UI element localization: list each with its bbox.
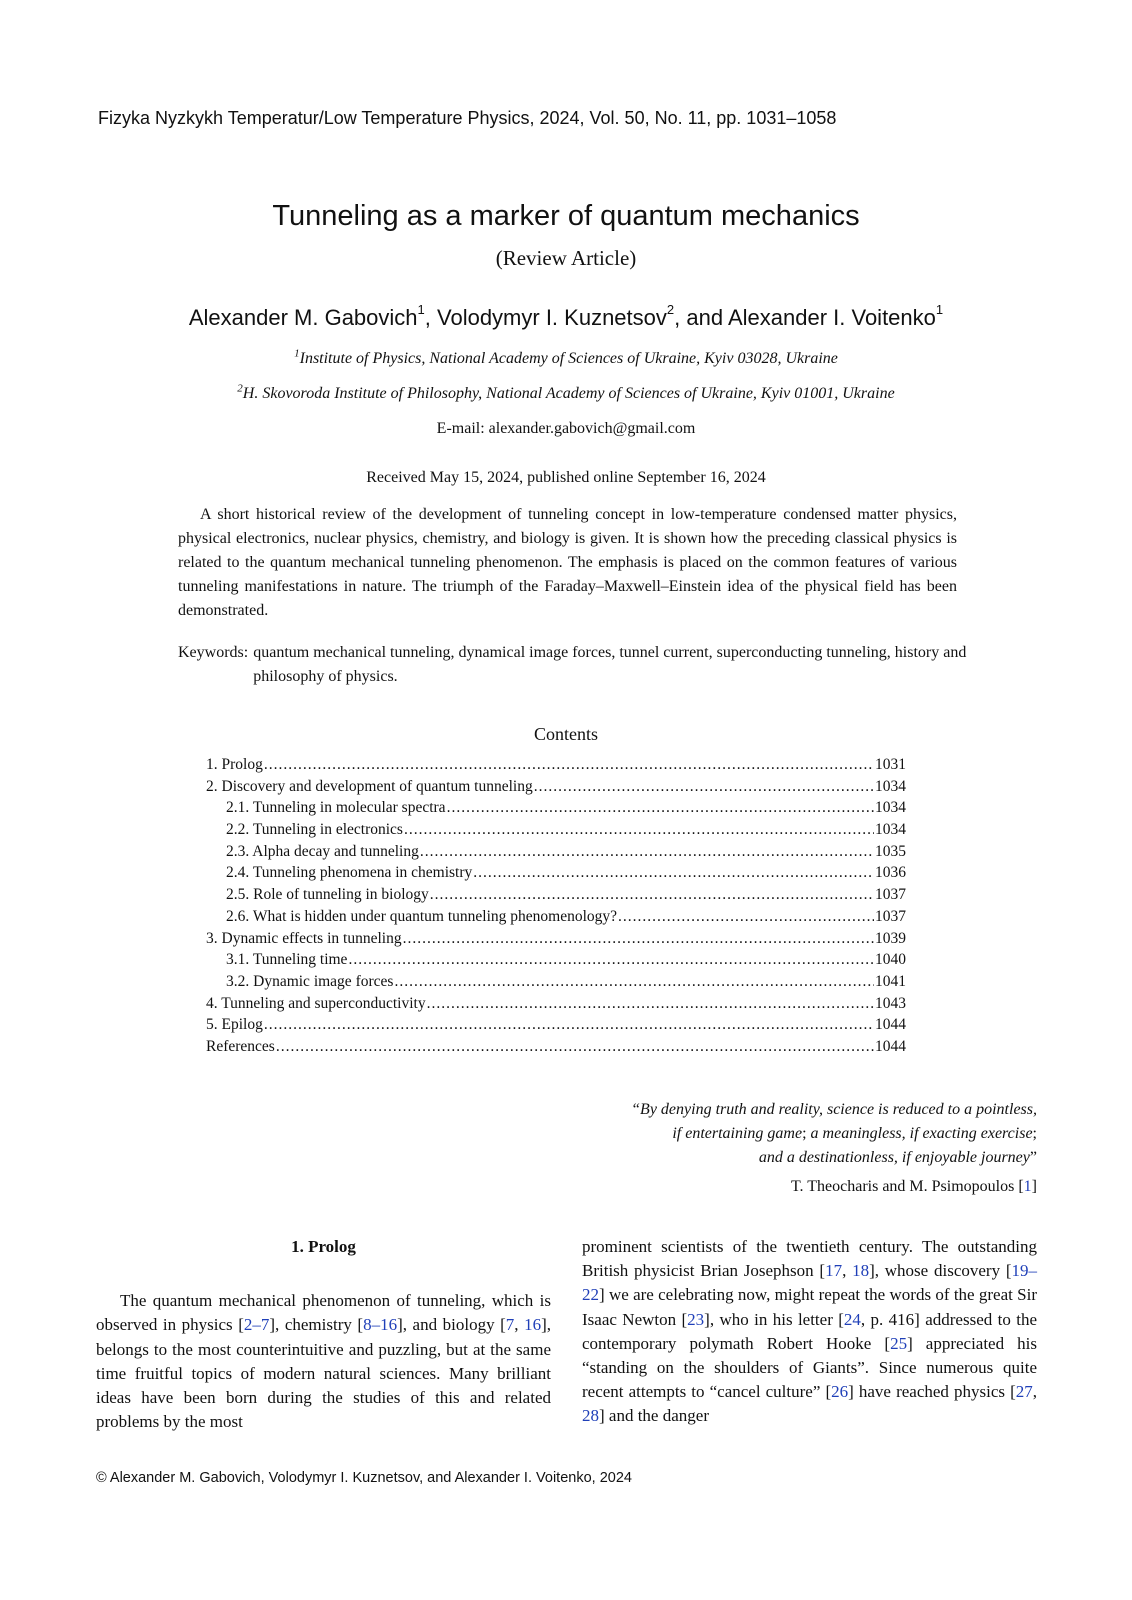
toc-entry-page: 1037 <box>875 886 906 904</box>
toc-entry[interactable] <box>206 886 906 908</box>
toc-entry[interactable] <box>206 778 906 800</box>
citation-link[interactable]: 27 <box>1015 1382 1033 1402</box>
toc-entry-label: 2. Discovery and development of quantum tunneling <box>206 777 533 795</box>
toc-leader <box>427 995 874 1013</box>
toc-entry-label: 2.4. Tunneling phenomena in chemistry <box>226 864 473 882</box>
toc-entry-label: 2.1. Tunneling in molecular spectra <box>226 799 446 817</box>
toc-leader <box>618 908 874 926</box>
epigraph-attribution: T. Theocharis and M. Psimopoulos [1] <box>790 1178 1037 1195</box>
toc-entry-page: 1040 <box>875 951 906 969</box>
author-list <box>0 301 1132 331</box>
citation-link[interactable]: 19–22 <box>582 1261 1037 1305</box>
toc-entry[interactable] <box>206 1016 906 1038</box>
affiliation <box>0 347 1132 368</box>
toc-entry-page: 1036 <box>875 864 906 882</box>
citation-link[interactable]: 26 <box>831 1382 849 1402</box>
toc-entry-label: 2.2. Tunneling in electronics <box>226 821 403 839</box>
toc-entry-label: 2.3. Alpha decay and tunneling <box>226 842 419 860</box>
toc-entry-label: 5. Epilog <box>206 1016 263 1034</box>
contents-heading: Contents <box>533 724 598 744</box>
affiliation-mark: 2 <box>237 382 243 395</box>
affiliation-text: Institute of Physics, National Academy of Sciences of Ukraine, Kyiv 03028, Ukraine <box>299 350 838 367</box>
citation-link[interactable]: 28 <box>582 1406 599 1426</box>
toc-entry-label: 2.5. Role of tunneling in biology <box>226 886 429 904</box>
toc-entry[interactable] <box>206 821 906 843</box>
author-name: Alexander I. Voitenko <box>727 305 936 330</box>
toc-leader <box>264 756 874 774</box>
copyright-notice: © Alexander M. Gabovich, Volodymyr I. Kuznetsov, and Alexander I. Voitenko, 2024 <box>96 1470 632 1486</box>
citation-link[interactable]: 17 <box>825 1261 843 1281</box>
epigraph-line: “By denying truth and reality, science is reduced to a pointless, <box>631 1101 1037 1118</box>
epigraph-line <box>437 1122 1037 1146</box>
toc-leader <box>276 1038 874 1056</box>
citation-link[interactable]: 7 <box>505 1315 515 1335</box>
citation-link[interactable]: 8–16 <box>363 1315 398 1335</box>
affiliation <box>0 382 1132 403</box>
toc-entry-page: 1039 <box>875 929 906 947</box>
toc-entry[interactable] <box>206 1038 906 1060</box>
epigraph-fragment: a meaningless, if exacting exercise <box>810 1125 1033 1142</box>
toc-entry[interactable] <box>206 995 906 1017</box>
toc-leader <box>264 1016 874 1034</box>
author-separator: , and <box>674 305 728 330</box>
epigraph-close-quote: ” <box>1029 1149 1037 1166</box>
author-name: Volodymyr I. Kuznetsov <box>437 305 667 330</box>
body-paragraph: prominent scientists of the twentieth century. The outstanding British physicist Brian Josephson [17, 18], whose discovery [19–22] we are celebrating now, might repeat the words of the great Sir Isaac Newton [23], who in his letter [24, p. 416] addressed to the contemporary polymath Robert Hooke [25] appreciated his “standing on the shoulders of Giants”. Since numerous quite recent attempts to “cancel culture” [26] have reached physics [27, 28] and the danger <box>582 1237 1037 1426</box>
journal-header: Fizyka Nyzkykh Temperatur/Low Temperature Physics, 2024, Vol. 50, No. 11, pp. 1031–1058 <box>98 108 837 128</box>
toc-entry-page: 1044 <box>875 1016 906 1034</box>
toc-leader <box>404 821 874 839</box>
abstract: A short historical review of the development of tunneling concept in low-temperature condensed matter physics, physical electronics, nuclear physics, chemistry, and biology is given. It is shown how the preceding classical physics is related to the quantum mechanical tunneling phenomenon. The emphasis is placed on the common features of various tunneling manifestations in nature. The triumph of the Faraday–Maxwell–Einstein idea of the physical field has been demonstrated. <box>178 506 957 619</box>
affiliation-text: H. Skovoroda Institute of Philosophy, National Academy of Sciences of Ukraine, Kyiv 01001, Ukraine <box>242 385 895 402</box>
toc-entry[interactable] <box>206 973 906 995</box>
epigraph-line <box>437 1146 1037 1170</box>
epigraph-authors: T. Theocharis and M. Psimopoulos <box>790 1178 1015 1195</box>
keywords-label: Keywords: <box>178 644 249 661</box>
toc-entry-page: 1037 <box>875 907 906 925</box>
toc-entry[interactable] <box>206 864 906 886</box>
citation-link[interactable]: 18 <box>852 1261 870 1281</box>
citation-link[interactable]: 1 <box>1023 1178 1032 1195</box>
body-column-right <box>582 1235 1037 1429</box>
epigraph-quote <box>437 1098 1037 1170</box>
affiliation-mark: 1 <box>294 347 300 360</box>
toc-entry-page: 1034 <box>875 799 906 817</box>
toc-entry[interactable] <box>206 799 906 821</box>
citation-link[interactable]: 23 <box>687 1309 705 1329</box>
toc-entry-page: 1044 <box>875 1037 906 1055</box>
body-column-left <box>96 1235 551 1434</box>
toc-entry-label: 1. Prolog <box>206 756 263 773</box>
epigraph-punctuation: ; <box>1032 1125 1037 1142</box>
toc-entry-page: 1034 <box>875 777 906 795</box>
author-separator: , <box>424 305 437 330</box>
paper-title: Tunneling as a marker of quantum mechanics <box>272 200 860 232</box>
toc-entry-label: 3. Dynamic effects in tunneling <box>206 929 402 947</box>
toc-leader <box>394 973 874 991</box>
toc-leader <box>348 951 874 969</box>
keywords <box>178 641 968 689</box>
toc-entry[interactable] <box>206 951 906 973</box>
toc-entry-label: 3.2. Dynamic image forces <box>226 972 394 990</box>
toc-entry-page: 1043 <box>875 994 906 1012</box>
toc-leader <box>473 864 874 882</box>
section-heading: 1. Prolog <box>291 1237 356 1256</box>
paper-subtitle: (Review Article) <box>495 246 637 270</box>
author-affiliation-mark: 2 <box>666 301 675 317</box>
toc-entry-page: 1031 <box>875 756 906 773</box>
toc-entry[interactable] <box>206 908 906 930</box>
toc-leader <box>430 886 874 904</box>
author-affiliation-mark: 1 <box>935 301 944 317</box>
keywords-text: quantum mechanical tunneling, dynamical image forces, tunnel current, superconducting tunneling, history and philosophy of physics. <box>253 644 967 685</box>
received-date: Received May 15, 2024, published online September 16, 2024 <box>366 469 766 486</box>
toc-leader <box>403 930 874 948</box>
author-name: Alexander M. Gabovich <box>188 305 418 330</box>
body-paragraph: The quantum mechanical phenomenon of tunneling, which is observed in physics [2–7], chemistry [8–16], and biology [7, 16], belongs to the most counterintuitive and puzzling, but at the same time fruitful topics of modern natural sciences. Many brilliant ideas have been born during the studies of this and related problems by the most <box>96 1291 552 1432</box>
toc-entry-label: References <box>206 1037 275 1055</box>
toc-leader <box>534 778 874 796</box>
citation-link[interactable]: 2–7 <box>243 1315 270 1335</box>
epigraph-fragment: if entertaining game <box>672 1125 803 1142</box>
toc-entry-label: 4. Tunneling and superconductivity <box>206 994 426 1012</box>
citation-link[interactable]: 24 <box>843 1309 861 1329</box>
contact-email[interactable]: E-mail: alexander.gabovich@gmail.com <box>436 420 696 437</box>
citation-link[interactable]: 25 <box>890 1333 908 1353</box>
toc-leader <box>447 799 874 817</box>
citation-link[interactable]: 16 <box>524 1315 542 1335</box>
toc-entry-page: 1034 <box>875 821 906 839</box>
epigraph-punctuation: ; <box>802 1125 811 1142</box>
toc-entry[interactable] <box>206 756 906 778</box>
toc-entry-label: 2.6. What is hidden under quantum tunneling phenomenology? <box>226 907 618 925</box>
toc-entry[interactable] <box>206 843 906 865</box>
table-of-contents <box>206 756 906 1060</box>
toc-entry[interactable] <box>206 930 906 952</box>
toc-entry-page: 1041 <box>875 972 906 990</box>
toc-entry-label: 3.1. Tunneling time <box>226 951 348 969</box>
toc-leader <box>420 843 874 861</box>
author-affiliation-mark: 1 <box>417 301 425 317</box>
toc-entry-page: 1035 <box>875 842 906 860</box>
epigraph-fragment: and a destinationless, if enjoyable journey <box>758 1149 1030 1166</box>
